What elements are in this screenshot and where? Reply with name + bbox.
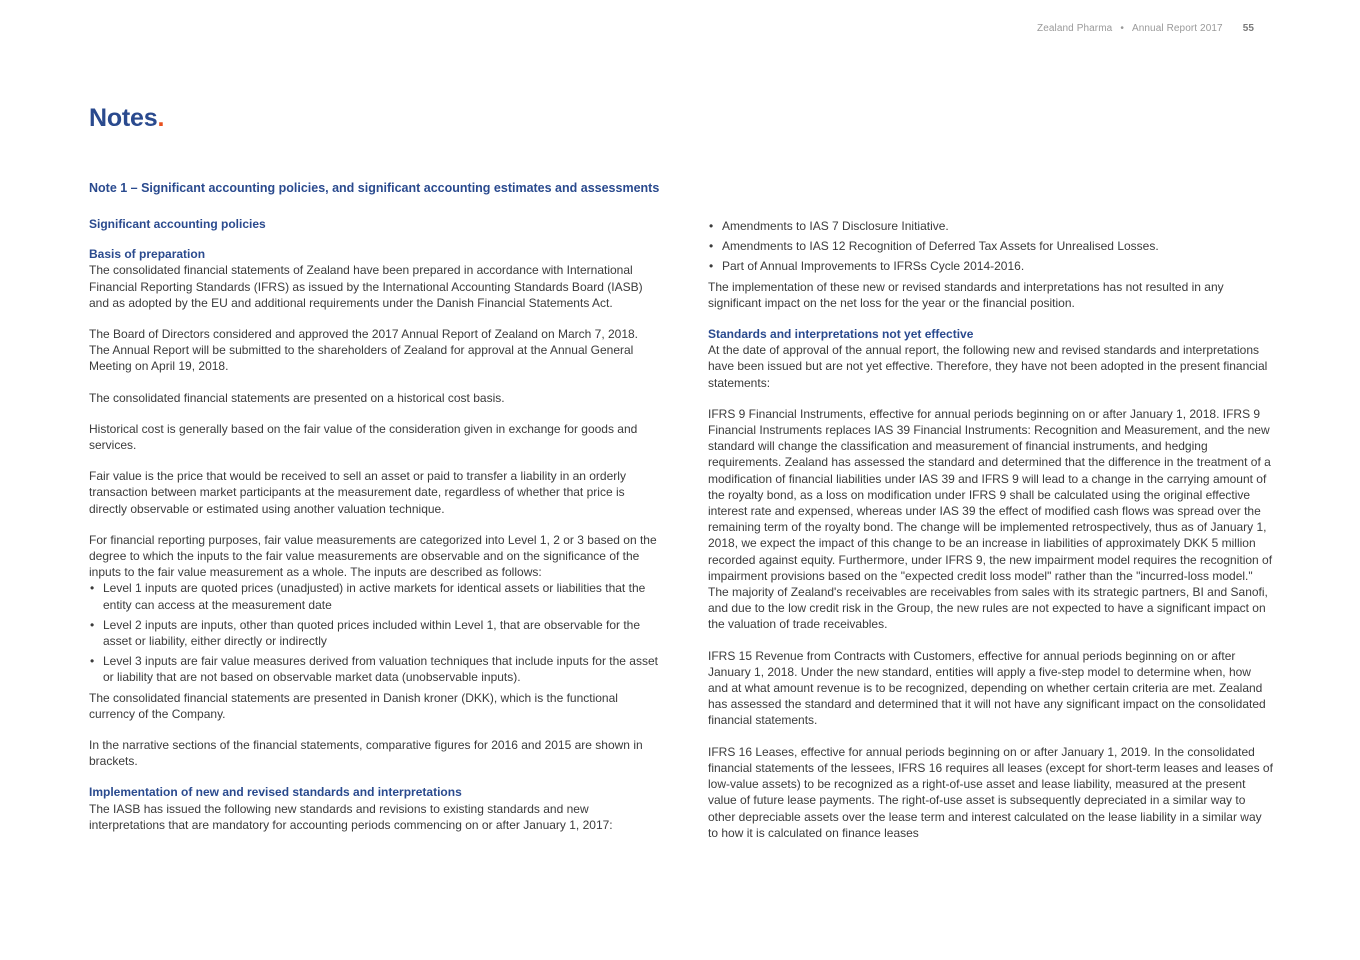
ifrs15-paragraph: IFRS 15 Revenue from Contracts with Customers, effective for annual periods beginning on or after January 1, 2018. Under the new standard, entities will apply a five-step model to determine when, how and at what amount revenue is to be recognized, depending on whether certain criteria are met. Zealand has assessed the standard and determined that it will not have any significant impact on the consolidated financial statements.	[708, 648, 1266, 728]
paragraph: The consolidated financial statements are presented on a historical cost basis.	[89, 390, 505, 405]
header-report: Annual Report 2017	[1131, 23, 1223, 34]
page-title-text: Notes	[89, 104, 158, 132]
left-column	[89, 216, 659, 848]
paragraph: Fair value is the price that would be received to sell an asset or paid to transfer a liability in an orderly transaction between market participants at the measurement date, regardless of whether that price is directly observable or estimated using another valuation technique.	[89, 469, 626, 516]
basis-heading: Basis of preparation	[89, 247, 206, 262]
list-item: • Level 2 inputs are inputs, other than quoted prices included within Level 1, that are observable for the asset or liability, either directly or indirectly	[89, 617, 659, 649]
page-title-dot: .	[157, 104, 165, 132]
paragraph: The consolidated financial statements of Zealand have been prepared in accordance with International Financial Reporting Standards (IFRS) as issued by the International Accounting Standards Board (IASB) and as adopted by the EU and additional requirements under the Danish Financial Statements Act.	[89, 263, 643, 310]
levels-list	[89, 580, 659, 685]
paragraph: The IASB has issued the following new standards and revisions to existing standards and new interpretations that are mandatory for accounting periods commencing on or after January 1, 2017:	[89, 801, 613, 832]
paragraph: For financial reporting purposes, fair value measurements are categorized into Level 1, 2 or 3 based on the degree to which the inputs to the fair value measurements are observable and on the significance of the inputs to the fair value measurement as a whole. The inputs are described as follows:	[89, 532, 657, 580]
list-item: • Level 3 inputs are fair value measures derived from valuation techniques that include inputs for the asset or liability that are not based on observable market data (unobservable inputs).	[89, 653, 659, 685]
ifrs16-paragraph: IFRS 16 Leases, effective for annual periods beginning on or after January 1, 2019. In the consolidated financial statements of the lessees, IFRS 16 requires all leases (except for short-term leases and leases of low-value assets) to be recognized as a right-of-use asset and lease liability, measured at the present value of future lease payments. The right-of-use asset is subsequently depreciated in a similar way to other depreciable assets over the lease term and interest calculated on the lease liability in a similar way to how it is calculated on finance leases	[708, 744, 1273, 840]
paragraph: Historical cost is generally based on the fair value of the consideration given in exchange for goods and services.	[89, 421, 638, 453]
list-item: • Amendments to IAS 12 Recognition of Deferred Tax Assets for Unrealised Losses.	[708, 238, 1274, 254]
paragraph: In the narrative sections of the financial statements, comparative figures for 2016 and 2015 are shown in brackets.	[89, 738, 643, 769]
paragraph: The implementation of these new or revised standards and interpretations has not resulted in any significant impact on the net loss for the year or the financial position.	[708, 279, 1224, 310]
right-column	[708, 218, 1274, 856]
amendments-list	[708, 218, 1274, 275]
running-header	[1037, 23, 1254, 34]
list-item: • Amendments to IAS 7 Disclosure Initiative.	[708, 218, 1274, 234]
list-item: • Part of Annual Improvements to IFRSs Cycle 2014-2016.	[708, 258, 1274, 274]
implementation-heading: Implementation of new and revised standards and interpretations	[89, 785, 462, 800]
ifrs9-paragraph: IFRS 9 Financial Instruments, effective for annual periods beginning on or after January 1, 2018. IFRS 9 Financial Instruments replaces IAS 39 Financial Instruments: Recognition and Measurement, and the new standard will change the classification and measurement of financial instruments, and hedging requirements. Zealand has assessed the standard and determined that the difference in the treatment of a modification of financial liabilities under IAS 39 and IFRS 9 will lead to a change in the carrying amount of the royalty bond, as a loss on modification under IFRS 9 shall be calculated using the original effective interest rate and expensed, whereas under IAS 39 the effect of modified cash flows was spread over the remaining term of the royalty bond. The change will be implemented retrospectively, thus as of January 1, 2018, we expect the impact of this change to be an increase in liabilities of approximately DKK 5 million recorded against equity. Furthermore, under IFRS 9, the new impairment model requires the recognition of impairment provisions based on the "expected credit loss model" rather than the "incurred-loss model." The majority of Zealand's receivables are receivables from sales with its strategic partners, BI and Sanofi, and due to the low credit risk in the Group, the new rules are not expected to have a significant impact on the valuation of trade receivables.	[708, 406, 1273, 632]
paragraph: The Board of Directors considered and approved the 2017 Annual Report of Zealand on March 7, 2018. The Annual Report will be submitted to the shareholders of Zealand for approval at the Annual General Meeting on April 19, 2018.	[89, 327, 639, 374]
list-item: • Level 1 inputs are quoted prices (unadjusted) in active markets for identical assets or liabilities that the entity can access at the measurement date	[89, 580, 659, 612]
page-number: 55	[1242, 23, 1255, 34]
not-yet-effective-heading: Standards and interpretations not yet effective	[708, 327, 974, 342]
paragraph: The consolidated financial statements are presented in Danish kroner (DKK), which is the functional currency of the Company.	[89, 690, 618, 721]
page-title	[89, 104, 164, 133]
section-title: Significant accounting policies	[89, 217, 266, 231]
note-heading: Note 1 – Significant accounting policies, and significant accounting estimates and assessments	[89, 181, 660, 195]
paragraph: At the date of approval of the annual report, the following new and revised standards and interpretations have been issued but are not yet effective. Therefore, they have not been adopted in the present financial statements:	[708, 343, 1268, 390]
header-company: Zealand Pharma	[1037, 23, 1113, 34]
header-separator: •	[1120, 23, 1124, 34]
